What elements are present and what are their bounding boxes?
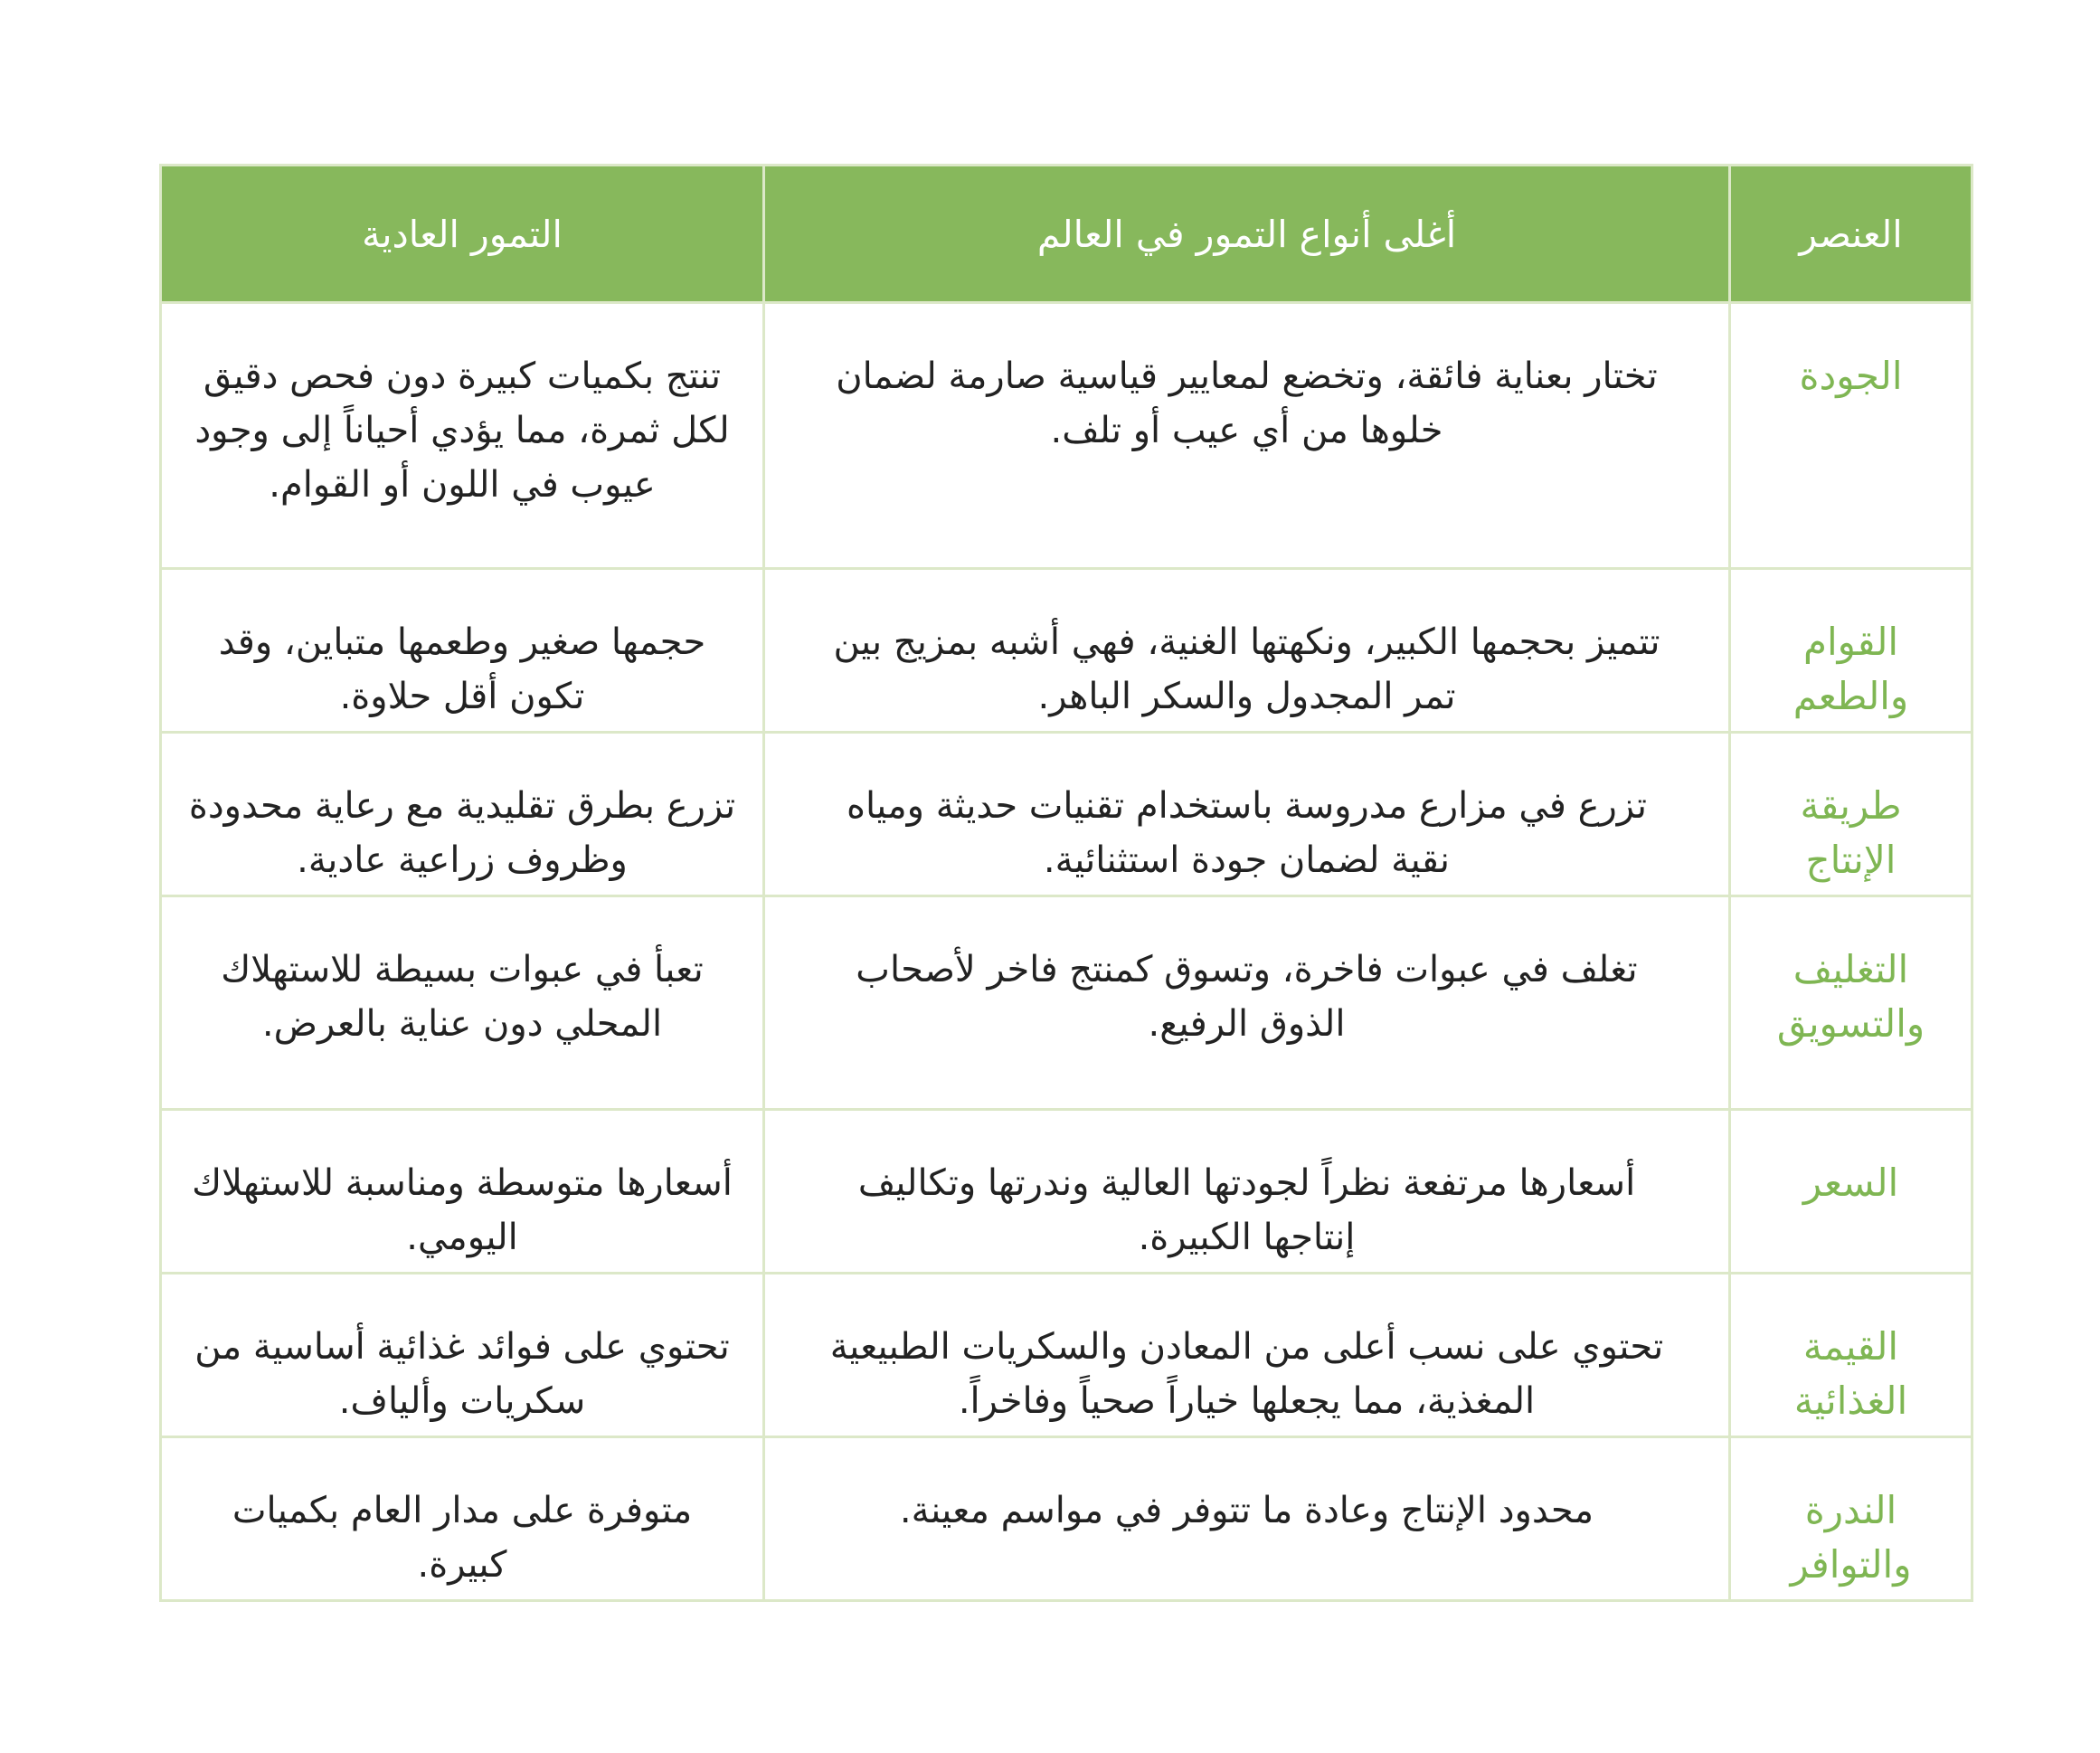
dates-comparison-table bbox=[159, 164, 1973, 1602]
row-element-label: الندرة والتوافر bbox=[1730, 1437, 1972, 1601]
row-regular-cell: تزرع بطرق تقليدية مع رعاية محدودة وظروف زراعية عادية. bbox=[161, 733, 764, 896]
table-row bbox=[161, 1110, 1972, 1274]
comparison-table-container bbox=[162, 164, 1973, 1602]
table-row bbox=[161, 569, 1972, 733]
table-row bbox=[161, 733, 1972, 896]
row-regular-cell: تعبأ في عبوات بسيطة للاستهلاك المحلي دون عناية بالعرض. bbox=[161, 896, 764, 1110]
row-premium-cell: تحتوي على نسب أعلى من المعادن والسكريات الطبيعية المغذية، مما يجعلها خياراً صحياً وفاخراً. bbox=[764, 1274, 1730, 1437]
header-regular-dates: التمور العادية bbox=[161, 166, 764, 303]
row-element-label: القيمة الغذائية bbox=[1730, 1274, 1972, 1437]
table-row bbox=[161, 896, 1972, 1110]
header-row bbox=[161, 166, 1972, 303]
table-row bbox=[161, 303, 1972, 569]
row-premium-cell: تتميز بحجمها الكبير، ونكهتها الغنية، فهي أشبه بمزيج بين تمر المجدول والسكر الباهر. bbox=[764, 569, 1730, 733]
row-element-label: التغليف والتسويق bbox=[1730, 896, 1972, 1110]
row-regular-cell: أسعارها متوسطة ومناسبة للاستهلاك اليومي. bbox=[161, 1110, 764, 1274]
row-element-label: الجودة bbox=[1730, 303, 1972, 569]
row-regular-cell: تحتوي على فوائد غذائية أساسية من سكريات وألياف. bbox=[161, 1274, 764, 1437]
header-element: العنصر bbox=[1730, 166, 1972, 303]
row-regular-cell: تنتج بكميات كبيرة دون فحص دقيق لكل ثمرة، مما يؤدي أحياناً إلى وجود عيوب في اللون أو القوام. bbox=[161, 303, 764, 569]
row-element-label: السعر bbox=[1730, 1110, 1972, 1274]
header-premium-dates: أغلى أنواع التمور في العالم bbox=[764, 166, 1730, 303]
row-premium-cell: أسعارها مرتفعة نظراً لجودتها العالية وندرتها وتكاليف إنتاجها الكبيرة. bbox=[764, 1110, 1730, 1274]
row-element-label: طريقة الإنتاج bbox=[1730, 733, 1972, 896]
table-row bbox=[161, 1437, 1972, 1601]
row-premium-cell: تغلف في عبوات فاخرة، وتسوق كمنتج فاخر لأصحاب الذوق الرفيع. bbox=[764, 896, 1730, 1110]
table-body bbox=[161, 303, 1972, 1601]
table-header bbox=[161, 166, 1972, 303]
table-row bbox=[161, 1274, 1972, 1437]
row-premium-cell: تزرع في مزارع مدروسة باستخدام تقنيات حديثة ومياه نقية لضمان جودة استثنائية. bbox=[764, 733, 1730, 896]
row-premium-cell: تختار بعناية فائقة، وتخضع لمعايير قياسية صارمة لضمان خلوها من أي عيب أو تلف. bbox=[764, 303, 1730, 569]
row-regular-cell: حجمها صغير وطعمها متباين، وقد تكون أقل حلاوة. bbox=[161, 569, 764, 733]
row-premium-cell: محدود الإنتاج وعادة ما تتوفر في مواسم معينة. bbox=[764, 1437, 1730, 1601]
row-regular-cell: متوفرة على مدار العام بكميات كبيرة. bbox=[161, 1437, 764, 1601]
row-element-label: القوام والطعم bbox=[1730, 569, 1972, 733]
